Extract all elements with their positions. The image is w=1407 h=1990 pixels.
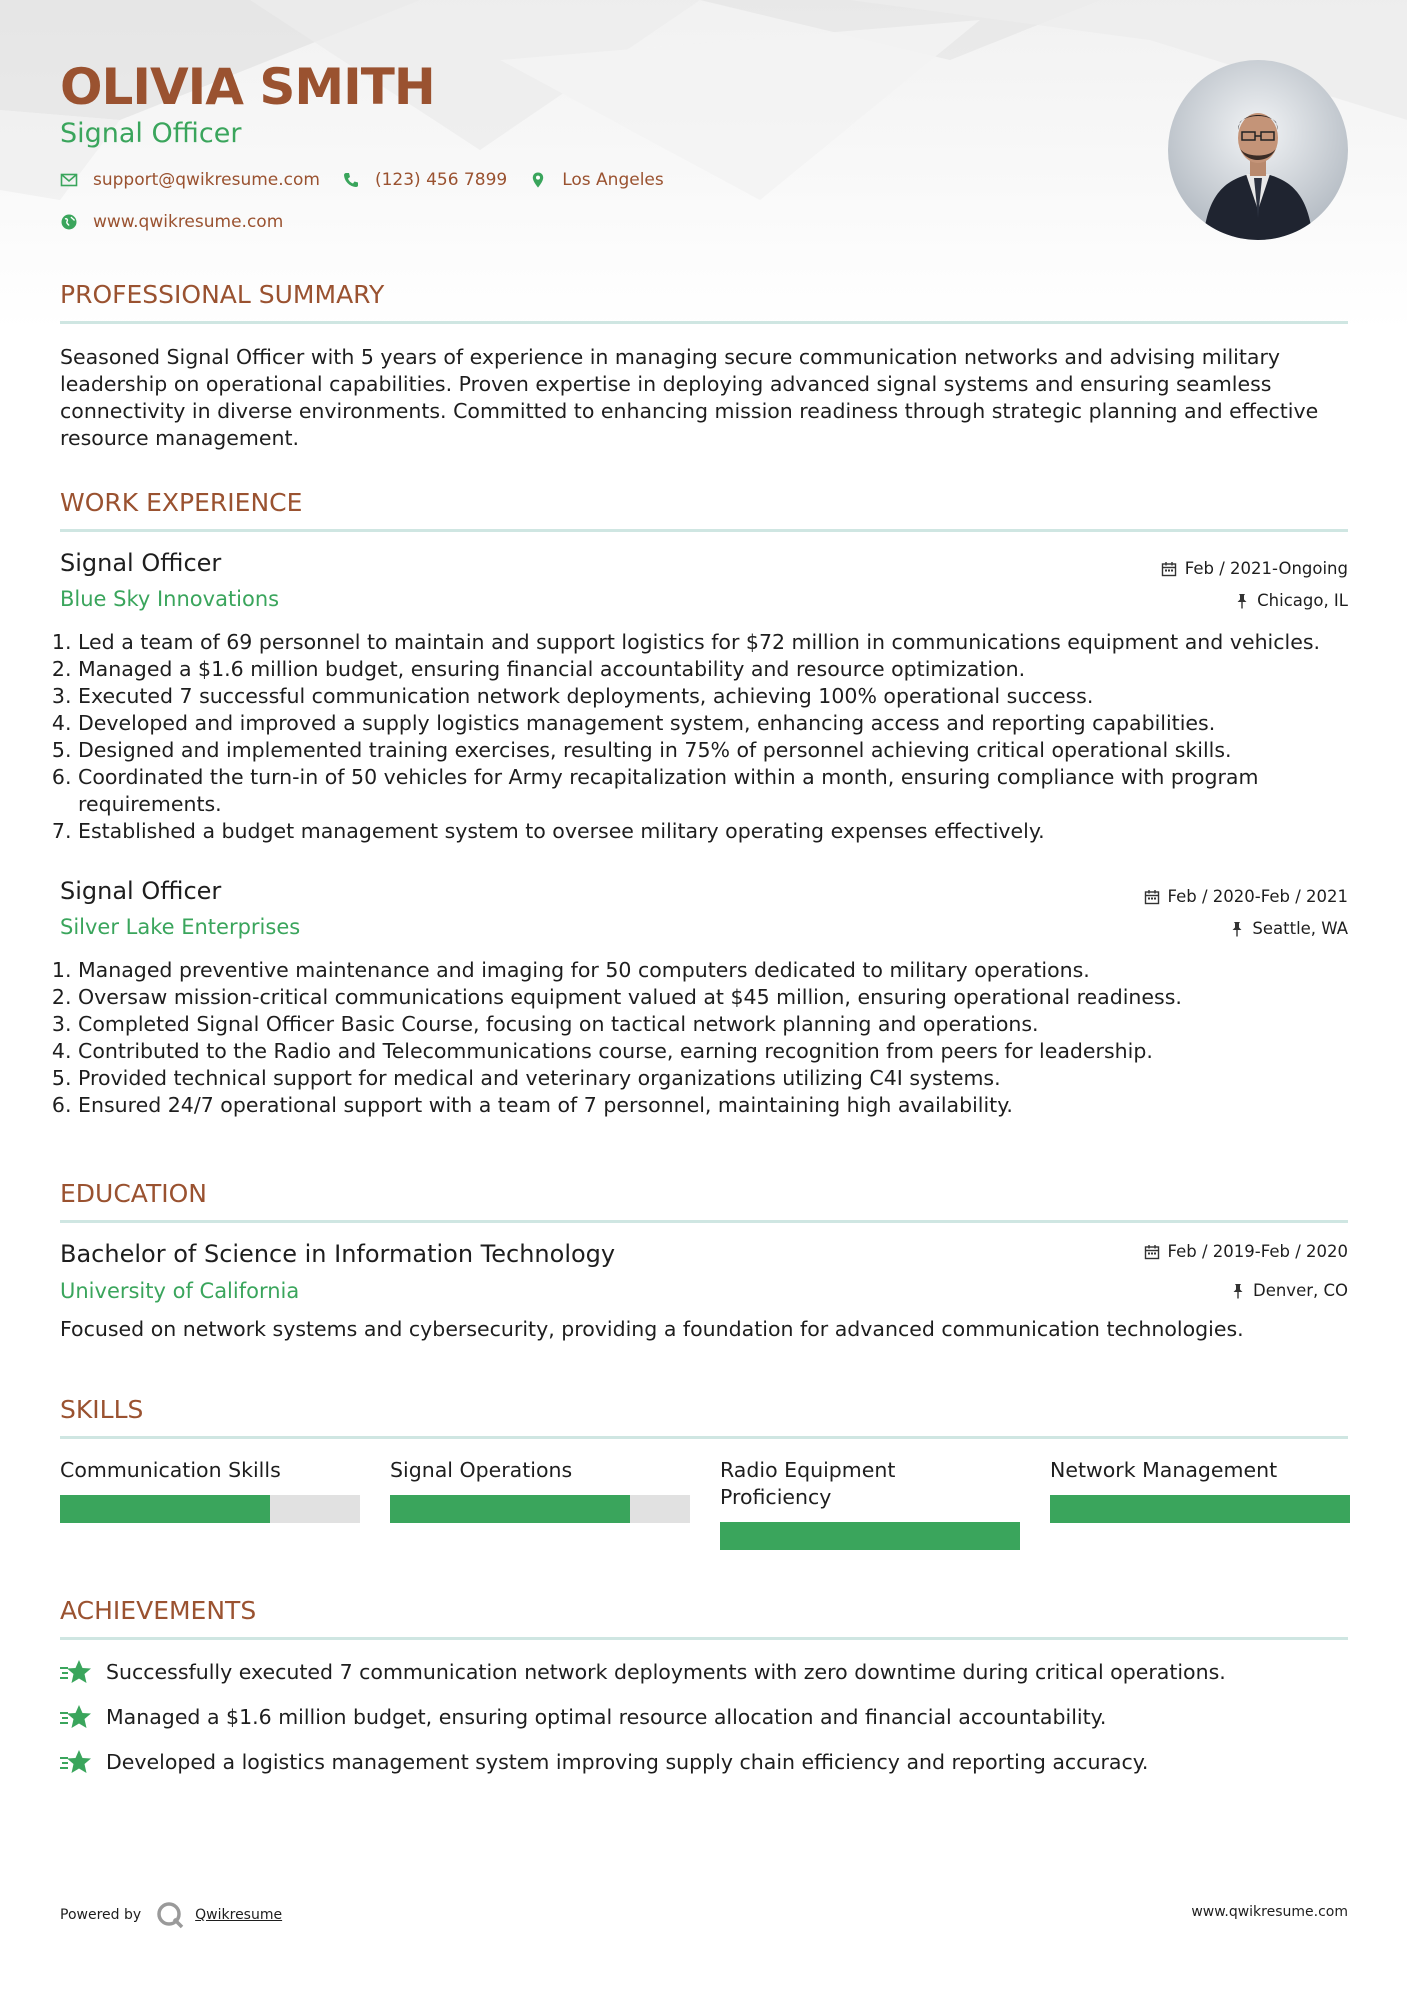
list-item: 5. Designed and implemented training exercises, resulting in 75% of personnel achieving critical operational skills. bbox=[78, 737, 1348, 764]
pushpin-icon bbox=[1231, 1283, 1245, 1299]
job-dates-text: Feb / 2021-Ongoing bbox=[1184, 559, 1348, 578]
achievement-item bbox=[60, 1659, 1226, 1685]
candidate-name: OLIVIA SMITH bbox=[60, 58, 435, 116]
skill-name: Network Management bbox=[1050, 1458, 1278, 1482]
contact-row-secondary bbox=[60, 212, 305, 232]
school-name: University of California bbox=[60, 1279, 300, 1303]
email-link[interactable]: support@qwikresume.com bbox=[93, 170, 320, 190]
list-item: 2. Managed a $1.6 million budget, ensuring financial accountability and resource optimization. bbox=[78, 656, 1348, 683]
section-title-skills: SKILLS bbox=[60, 1395, 144, 1424]
map-pin-icon bbox=[529, 171, 547, 189]
achievement-item bbox=[60, 1749, 1148, 1775]
location-text: Los Angeles bbox=[562, 170, 664, 190]
section-divider bbox=[60, 1220, 1348, 1223]
job-location bbox=[1230, 919, 1348, 938]
list-item: 1. Managed preventive maintenance and imaging for 50 computers dedicated to military operations. bbox=[78, 957, 1348, 984]
contact-row-primary bbox=[60, 170, 686, 190]
list-item: 4. Contributed to the Radio and Telecommunications course, earning recognition from peers for leadership. bbox=[78, 1038, 1348, 1065]
education-description: Focused on network systems and cybersecurity, providing a foundation for advanced communication technologies. bbox=[60, 1317, 1244, 1341]
phone-icon bbox=[342, 171, 360, 189]
calendar-icon bbox=[1161, 561, 1177, 577]
section-divider bbox=[60, 1436, 1348, 1439]
company-name: Silver Lake Enterprises bbox=[60, 915, 301, 939]
list-item: 4. Developed and improved a supply logistics management system, enhancing access and reporting capabilities. bbox=[78, 710, 1348, 737]
list-item: 1. Led a team of 69 personnel to maintain and support logistics for $72 million in communications equipment and vehicles. bbox=[78, 629, 1348, 656]
job-dates bbox=[1161, 559, 1348, 578]
skill-bar-fill bbox=[720, 1522, 1020, 1550]
qwikresume-link[interactable]: Qwikresume bbox=[195, 1907, 283, 1923]
profile-photo bbox=[1168, 60, 1348, 240]
candidate-title: Signal Officer bbox=[60, 118, 242, 149]
job-title: Signal Officer bbox=[60, 877, 222, 905]
skill-name: Communication Skills bbox=[60, 1458, 281, 1482]
skill-bar bbox=[720, 1522, 1020, 1550]
section-title-achievements: ACHIEVEMENTS bbox=[60, 1596, 257, 1625]
skill-item bbox=[390, 1457, 690, 1484]
star-achievement-icon bbox=[60, 1749, 92, 1775]
skill-item bbox=[720, 1457, 1020, 1511]
globe-icon bbox=[60, 213, 78, 231]
skill-bar-fill bbox=[390, 1495, 630, 1523]
star-achievement-icon bbox=[60, 1704, 92, 1730]
achievement-text: Managed a $1.6 million budget, ensuring optimal resource allocation and financial accountability. bbox=[106, 1705, 1107, 1729]
degree-title: Bachelor of Science in Information Technology bbox=[60, 1240, 616, 1268]
envelope-icon bbox=[60, 171, 78, 189]
skill-bar-fill bbox=[1050, 1495, 1350, 1523]
achievement-text: Developed a logistics management system improving supply chain efficiency and reporting accuracy. bbox=[106, 1750, 1149, 1774]
job-responsibilities bbox=[60, 629, 1348, 845]
education-location bbox=[1231, 1281, 1348, 1300]
section-title-summary: PROFESSIONAL SUMMARY bbox=[60, 280, 385, 309]
skill-bar bbox=[390, 1495, 690, 1523]
list-item: 7. Established a budget management system to oversee military operating expenses effectively. bbox=[78, 818, 1348, 845]
pushpin-icon bbox=[1230, 921, 1244, 937]
list-item: 3. Executed 7 successful communication network deployments, achieving 100% operational success. bbox=[78, 683, 1348, 710]
job-location-text: Chicago, IL bbox=[1257, 591, 1348, 610]
list-item: 5. Provided technical support for medical and veterinary organizations utilizing C4I systems. bbox=[78, 1065, 1348, 1092]
skill-item bbox=[1050, 1457, 1350, 1484]
job-dates bbox=[1144, 887, 1348, 906]
section-divider bbox=[60, 529, 1348, 532]
list-item: 3. Completed Signal Officer Basic Course, focusing on tactical network planning and operations. bbox=[78, 1011, 1348, 1038]
skill-name: Radio Equipment Proficiency bbox=[720, 1458, 896, 1509]
website-link[interactable]: www.qwikresume.com bbox=[93, 212, 284, 232]
job-dates-text: Feb / 2020-Feb / 2021 bbox=[1167, 887, 1348, 906]
powered-by-label: Powered by bbox=[60, 1907, 142, 1923]
footer-url[interactable]: www.qwikresume.com bbox=[1191, 1904, 1348, 1920]
pushpin-icon bbox=[1235, 593, 1249, 609]
job-responsibilities bbox=[60, 957, 1348, 1119]
skill-item bbox=[60, 1457, 360, 1484]
job-location-text: Seattle, WA bbox=[1252, 919, 1348, 938]
star-achievement-icon bbox=[60, 1659, 92, 1685]
skill-bar bbox=[1050, 1495, 1350, 1523]
calendar-icon bbox=[1144, 1244, 1160, 1260]
education-dates-text: Feb / 2019-Feb / 2020 bbox=[1167, 1242, 1348, 1261]
skill-bar bbox=[60, 1495, 360, 1523]
achievement-item bbox=[60, 1704, 1106, 1730]
education-location-text: Denver, CO bbox=[1252, 1281, 1348, 1300]
qwikresume-logo-icon bbox=[155, 1900, 185, 1930]
phone-number: (123) 456 7899 bbox=[374, 170, 508, 190]
list-item: 6. Ensured 24/7 operational support with a team of 7 personnel, maintaining high availability. bbox=[78, 1092, 1348, 1119]
section-title-education: EDUCATION bbox=[60, 1179, 207, 1208]
section-divider bbox=[60, 1637, 1348, 1640]
company-name: Blue Sky Innovations bbox=[60, 587, 280, 611]
powered-by bbox=[60, 1900, 282, 1930]
job-title: Signal Officer bbox=[60, 549, 222, 577]
section-divider bbox=[60, 321, 1348, 324]
achievement-text: Successfully executed 7 communication network deployments with zero downtime during critical operations. bbox=[106, 1660, 1226, 1684]
list-item: 6. Coordinated the turn-in of 50 vehicles for Army recapitalization within a month, ensuring compliance with program requirements. bbox=[78, 764, 1348, 818]
skill-name: Signal Operations bbox=[390, 1458, 573, 1482]
summary-text: Seasoned Signal Officer with 5 years of experience in managing secure communication networks and advising military leadership on operational capabilities. Proven expertise in deploying advanced signal systems and ensuring seamless connectivity in diverse environments. Committed to enhancing mission readiness through strategic planning and effective resource management. bbox=[60, 345, 1319, 450]
calendar-icon bbox=[1144, 889, 1160, 905]
education-dates bbox=[1144, 1242, 1348, 1261]
skill-bar-fill bbox=[60, 1495, 270, 1523]
job-location bbox=[1235, 591, 1348, 610]
section-title-experience: WORK EXPERIENCE bbox=[60, 488, 303, 517]
list-item: 2. Oversaw mission-critical communications equipment valued at $45 million, ensuring operational readiness. bbox=[78, 984, 1348, 1011]
